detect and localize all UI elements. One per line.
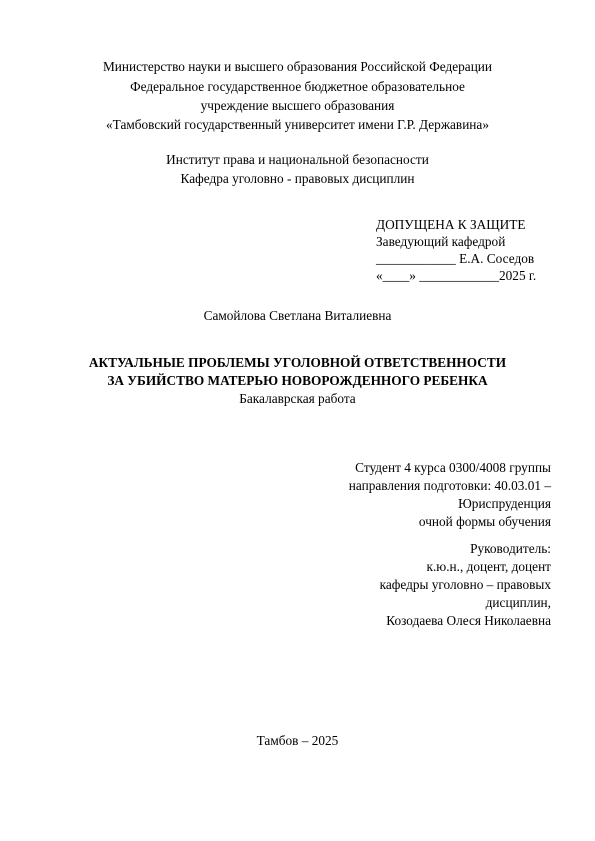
approval-date-line: «____» ____________2025 г. xyxy=(376,268,537,283)
approval-signature-line: ____________ Е.А. Соседов xyxy=(376,251,535,266)
approval-head-title: Заведующий кафедрой xyxy=(376,234,506,249)
university-name-line: «Тамбовский государственный университет имени Г.Р. Державина» xyxy=(106,117,489,132)
thesis-title-line-2: ЗА УБИЙСТВО МАТЕРЬЮ НОВОРОЖДЕННОГО РЕБЕНКА xyxy=(107,373,488,388)
approval-block xyxy=(376,215,576,283)
supervisor-department-line-2: дисциплин, xyxy=(485,595,551,610)
approval-heading: ДОПУЩЕНА К ЗАЩИТЕ xyxy=(376,217,526,232)
student-info-block xyxy=(291,458,551,530)
supervisor-info-block xyxy=(291,539,551,629)
supervisor-degree-line: к.ю.н., доцент, доцент xyxy=(426,559,551,574)
author-name: Самойлова Светлана Виталиевна xyxy=(203,308,392,323)
institute-name: Институт права и национальной безопасности xyxy=(166,152,429,167)
department-name: Кафедра уголовно - правовых дисциплин xyxy=(180,171,415,186)
supervisor-department-line: кафедры уголовно – правовых xyxy=(379,577,551,592)
ministry-line: Министерство науки и высшего образования Российской Федерации xyxy=(102,59,493,74)
supervisor-heading: Руководитель: xyxy=(470,541,551,556)
student-direction-line: направления подготовки: 40.03.01 – xyxy=(348,478,551,493)
student-form-line: очной формы обучения xyxy=(418,514,551,529)
student-course-line: Студент 4 курса 0300/4008 группы xyxy=(355,460,551,475)
student-specialty-line: Юриспруденция xyxy=(458,496,551,511)
institution-type-line: Федеральное государственное бюджетное образовательное xyxy=(130,79,465,94)
supervisor-name: Козодаева Олеся Николаевна xyxy=(386,613,551,628)
work-type: Бакалаврская работа xyxy=(239,391,356,406)
institution-level-line: учреждение высшего образования xyxy=(200,98,395,113)
thesis-title-line-1: АКТУАЛЬНЫЕ ПРОБЛЕМЫ УГОЛОВНОЙ ОТВЕТСТВЕННОСТИ xyxy=(88,355,507,370)
city-year: Тамбов – 2025 xyxy=(256,733,339,748)
